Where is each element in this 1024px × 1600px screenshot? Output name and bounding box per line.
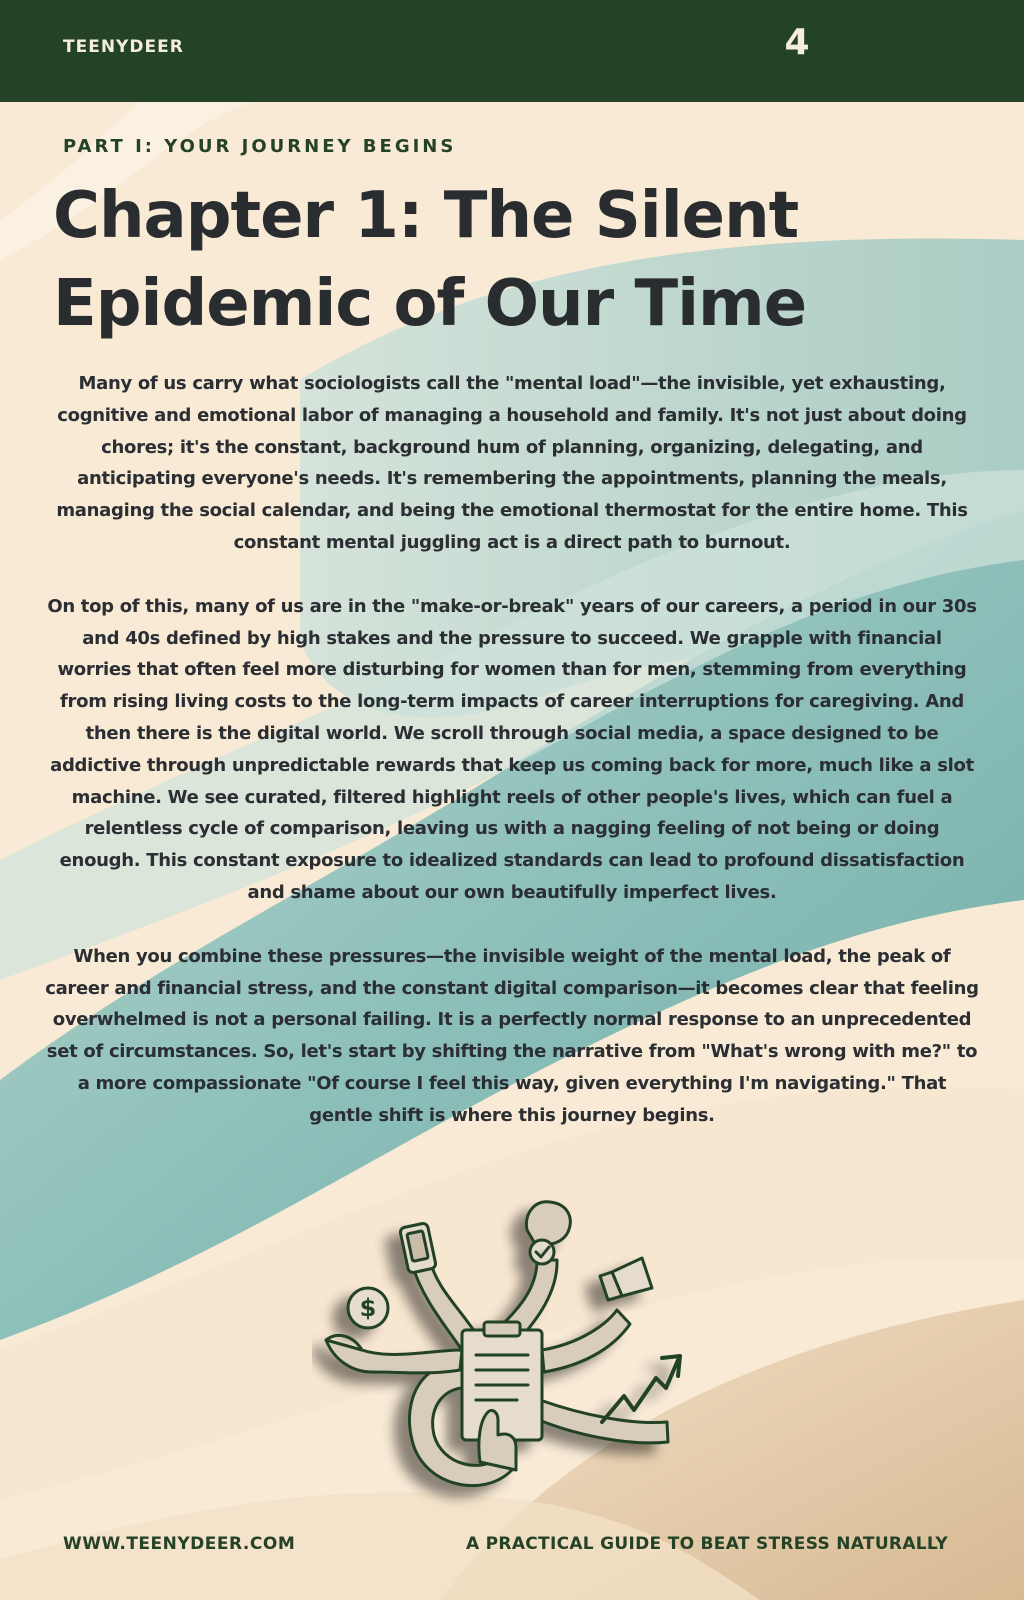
paragraph: Many of us carry what sociologists call the "mental load"—the invisible, yet exhausting, cognitive and emotional labor of managing a household and family. It's not just about doing chores; it's the constant, background hum of planning, organizing, delegating, and anticipating everyone's needs. It's remembering the appointments, planning the meals, managing the social calendar, and being the emotional thermostat for the entire home. This constant mental juggling act is a direct path to burnout. [56, 373, 968, 553]
multitasking-illustration [312, 1200, 722, 1530]
paragraph: When you combine these pressures—the invisible weight of the mental load, the peak of career and financial stress, and the constant digital comparison—it becomes clear that feeling overwhelmed is not a personal failing. It is a perfectly normal response to an unprecedented set of circumstances. So, let's start by shifting the narrative from "What's wrong with me?" to a more compassionate "Of course I feel this way, given everything I'm navigating." That gentle shift is where this journey begins. [45, 945, 979, 1126]
footer-book-title: A PRACTICAL GUIDE TO BEAT STRESS NATURALLY [466, 1534, 949, 1554]
paragraph: On top of this, many of us are in the "make-or-break" years of our careers, a period in our 30s and 40s defined by high stakes and the pressure to succeed. We grapple with financial worries that often feel more disturbing for women than for men, stemming from everything from rising living costs to the long-term impacts of career interruptions for caregiving. And then there is the digital world. We scroll through social media, a space designed to be addictive through unpredictable rewards that keep us coming back for more, much like a slot machine. We see curated, filtered highlight reels of other people's lives, which can fuel a relentless cycle of comparison, leaving us with a nagging feeling of not being or doing enough. This constant exposure to idealized standards can lead to profound dissatisfaction and shame about our own beautifully imperfect lives. [47, 595, 977, 903]
footer-website[interactable]: WWW.TEENYDEER.COM [63, 1534, 296, 1554]
body-text [44, 368, 980, 1164]
brand-name: TEENYDEER [63, 37, 184, 57]
chapter-title: Chapter 1: The Silent Epidemic of Our Time [53, 179, 807, 341]
dollar-coin-icon: $ [359, 1294, 377, 1322]
page-number: 4 [784, 22, 810, 63]
section-label: PART I: YOUR JOURNEY BEGINS [63, 136, 457, 157]
